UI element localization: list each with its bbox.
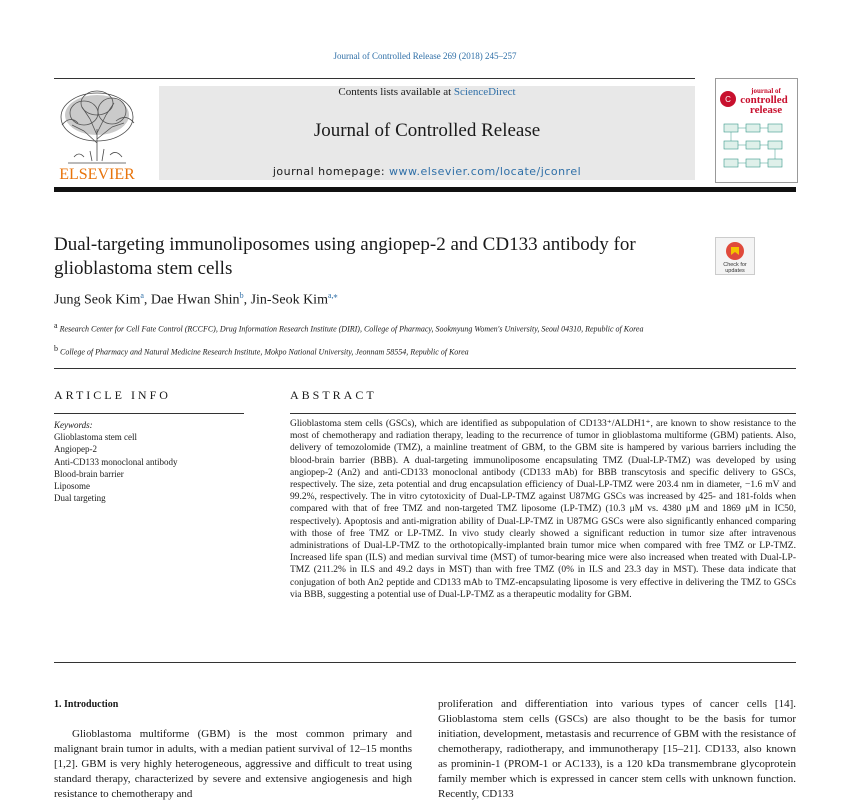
contents-line [159, 86, 695, 98]
elsevier-tree-icon [54, 85, 140, 183]
author-name[interactable]: Jung Seok Kim [54, 292, 141, 308]
abstract-rule [290, 413, 796, 414]
author-affil-sup[interactable]: b [239, 291, 244, 300]
header-top-rule [54, 78, 695, 79]
keywords-label: Keywords: [54, 420, 93, 430]
homepage-link[interactable]: www.elsevier.com/locate/jconrel [389, 165, 582, 178]
header-thick-rule [54, 187, 796, 192]
author-name[interactable]: Jin-Seok Kim [250, 292, 328, 308]
homepage-line [159, 165, 695, 178]
abstract-heading: ABSTRACT [290, 388, 377, 402]
elsevier-wordmark: ELSEVIER [59, 166, 135, 183]
homepage-prefix: journal homepage: [272, 165, 390, 178]
affiliation-b: $^b$ College of Pharmacy and Natural Medicine Research Institute, Mokpo National University, Jeonnam 58554, Republic of Korea [54, 344, 469, 357]
check-updates-line-2: updates [725, 268, 745, 274]
author-list: Jung Seok Kim$^a$, Dae Hwan Shin$^b$, Jin-Seok Kim$^{a,⁎}$ [54, 291, 338, 308]
body-column-left: Glioblastoma multiforme (GBM) is the most common primary and malignant brain tumor in adults, with a median patient survival of 12–15 months [1,2]. GBM is very highly heterogeneous, aggressive and difficult to treat using standard therapy, characterized by severe and extensive angiogenesis and high resistance to chemotherapy and [54, 728, 412, 800]
elsevier-logo[interactable] [54, 85, 140, 183]
keyword-item: Anti-CD133 monoclonal antibody [54, 456, 178, 467]
check-for-updates-badge[interactable] [715, 237, 755, 275]
cover-image [716, 79, 797, 182]
keywords-list [54, 419, 178, 504]
abstract-bottom-rule [54, 662, 796, 663]
journal-reference[interactable]: Journal of Controlled Release 269 (2018) 245–257 [333, 51, 517, 61]
body-column-right: proliferation and differentiation into various types of cancer cells [14]. Glioblastoma stem cells (GSCs) are also thought to be the basis for tumor initiation, development, metastasis and recurrence of GBM with the resistance of chemotherapy, radiotherapy, and immunotherapy [15–21]. CD133, also known as prominin-1 (PROM-1 or AC133), is a 120 kDa transmembrane glycoprotein family member which is expressed in cancer stem cells with unknown function. Recently, CD133 [438, 698, 796, 800]
article-info-rule [54, 413, 244, 414]
cover-title-line-3: release [749, 104, 783, 116]
section-heading-introduction: 1. Introduction [54, 699, 119, 710]
affiliation-a: $^a$ Research Center for Cell Fate Control (RCCFC), Drug Information Research Institute (DIRI), College of Pharmacy, Sookmyung Women's University, Seoul 04310, Republic of Korea [54, 321, 644, 334]
article-info-heading: ARTICLE INFO [54, 388, 171, 402]
svg-text:C: C [725, 95, 731, 104]
abstract-text: Glioblastoma stem cells (GSCs), which are identified as subpopulation of CD133⁺/ALDH1⁺, are known to show resistance to the most of chemotherapy and radiation therapy, leading to the recurrence of tumor in glioblastoma multiforme (GBM) patients. Also, delivery of temozolomide (TMZ), a mainline treatment of GBM, to the GBM site is hampered by various barriers including the blood-brain barrier (BBB). A dual-targeting immunoliposome encapsulating TMZ (Dual-LP-TMZ) was developed by using angiopep-2 (An2) and anti-CD133 monoclonal antibody (CD133 mAb) for BBB transcytosis and specific delivery to GSCs, respectively. The size, zeta potential and drug encapsulation efficiency of Dual-LP-TMZ were 203.4 nm in diameter, −1.6 mV and 99.2%, respectively. The in vitro cytotoxicity of Dual-LP-TMZ against U87MG GSCs was increased by 425- and 181-folds when compared with that of free TMZ and non-targeted TMZ liposome (LP-TMZ) (10.3 μM vs. 4380 μM and 1869 μM in IC50, respectively). Apoptosis and anti-migration ability of Dual-LP-TMZ in U87MG GSCs were also significantly enhanced comparing with those of free TMZ or LP-TMZ. In vivo study clearly showed a significant reduction in tumor size after intravenous administrations of Dual-LP-TMZ to the orthotopically-implanted brain tumor mice when compared with free TMZ or LP-TMZ. Increased life span (ILS) and median survival time (MST) of tumor-bearing mice were also increased when treated with Dual-LP-TMZ (211.2% in ILS and 49.2 days in MST) than with free TMZ (0% in ILS and 23.3 day in MST). These data indicate that conjugation of both An2 peptide and CD133 mAb to TMZ-encapsulating liposome is very effective in delivering the TMZ to GSCs via BBB, suggesting a potential use of Dual-LP-TMZ as a therapeutic modality for GBM. [290, 419, 796, 600]
cover-title-line-1: journal of [751, 87, 781, 95]
check-updates-icon [715, 237, 755, 275]
journal-title: Journal of Controlled Release [313, 120, 541, 141]
article-title: Dual-targeting immunoliposomes using angiopep-2 and CD133 antibody for glioblastoma stem cells [54, 234, 636, 279]
keyword-item: Blood-brain barrier [54, 468, 124, 479]
author-affil-sup[interactable]: a [140, 291, 144, 300]
keyword-item: Liposome [54, 481, 90, 492]
author-affil-sup[interactable]: a,⁎ [327, 291, 338, 300]
sciencedirect-link[interactable]: ScienceDirect [453, 86, 516, 98]
keyword-item: Glioblastoma stem cell [54, 432, 137, 443]
check-updates-line-1: Check for [723, 262, 747, 268]
contents-prefix: Contents lists available at [338, 86, 454, 98]
affiliation-a-text: Research Center for Cell Fate Control (RCCFC), Drug Information Research Institute (DIRI), College of Pharmacy, Sookmyung Women's University, Seoul 04310, Republic of Korea [59, 324, 644, 334]
keyword-item: Angiopep-2 [54, 444, 97, 455]
keyword-item: Dual targeting [54, 493, 106, 504]
section-rule [54, 368, 796, 369]
author-name[interactable]: Dae Hwan Shin [150, 292, 240, 308]
cover-title-line-2: controlled [740, 94, 788, 106]
affiliation-b-text: College of Pharmacy and Natural Medicine Research Institute, Mokpo National University, Jeonnam 58554, Republic of Korea [60, 347, 469, 357]
journal-cover-thumbnail[interactable] [715, 78, 798, 183]
